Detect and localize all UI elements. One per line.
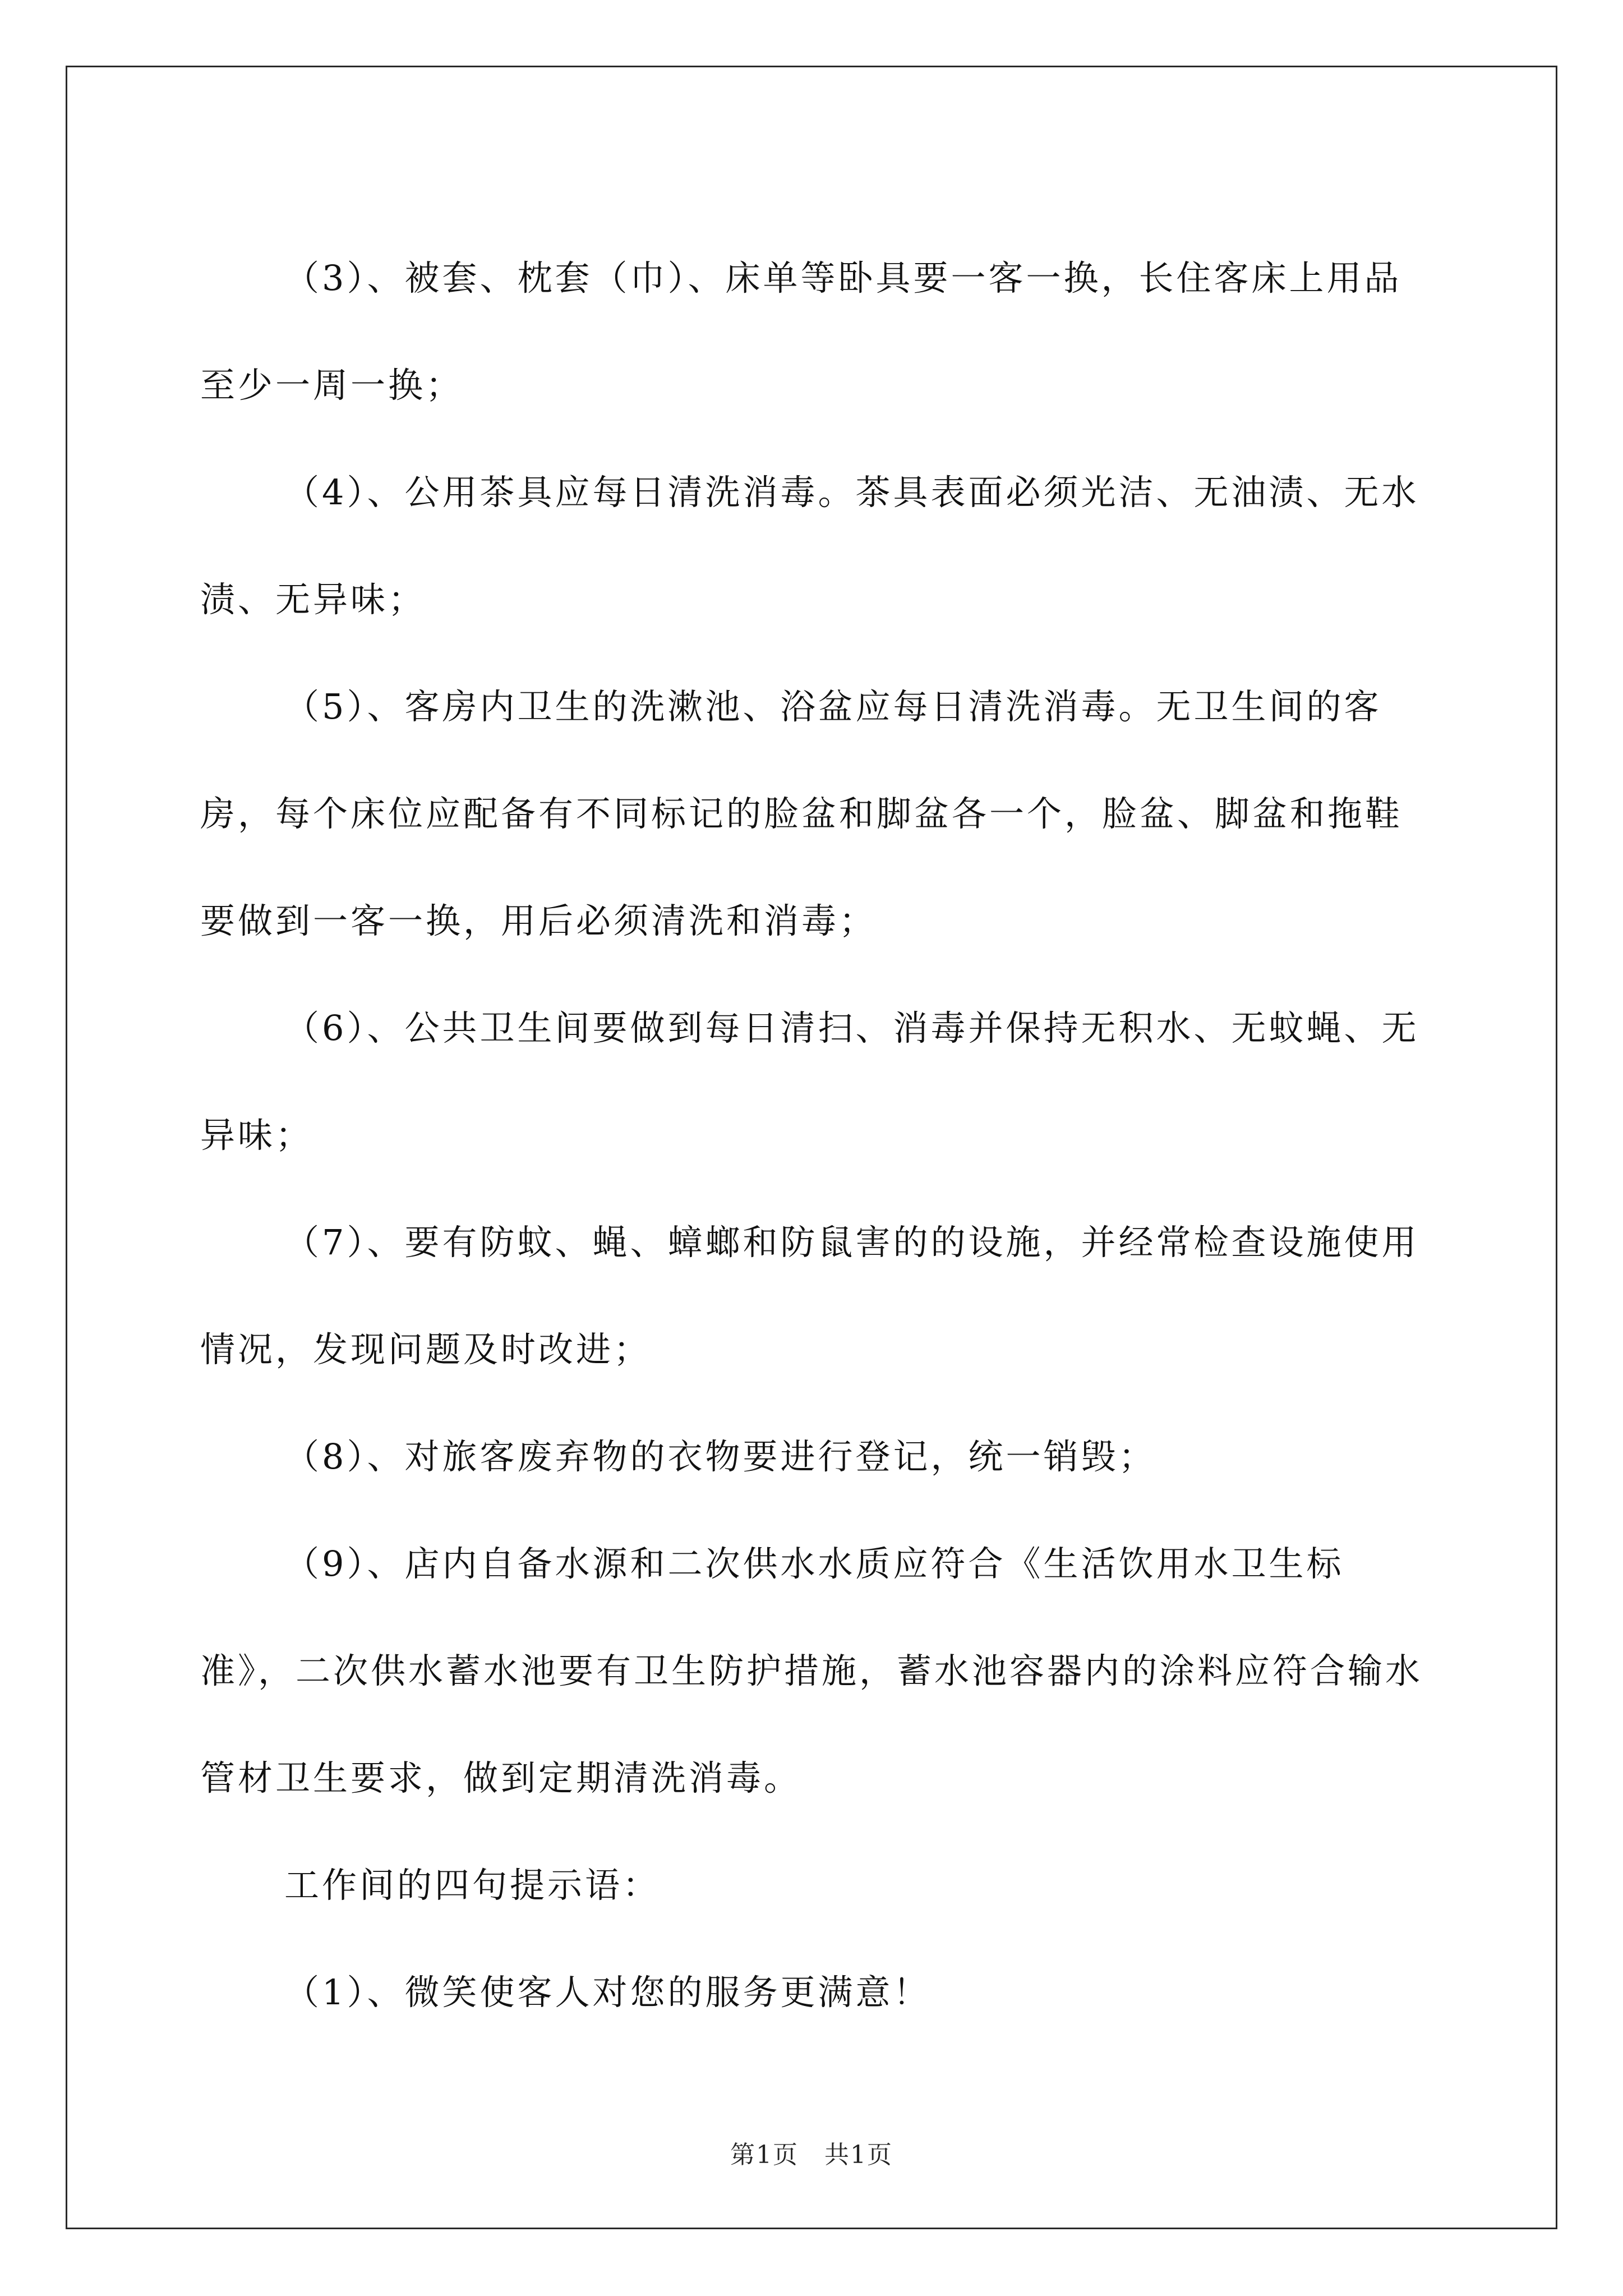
paragraph-item-6: （6）、公共卫生间要做到每日清扫、消毒并保持无积水、无蚊蝇、无异味； — [200, 1007, 1419, 1156]
tip-item-1: （1）、微笑使客人对您的服务更满意！ — [284, 1972, 931, 2013]
paragraph-item-8: （8）、对旅客废弃物的衣物要进行登记，统一销毁； — [284, 1436, 1156, 1477]
paragraph-item-7: （7）、要有防蚊、蝇、蟑螂和防鼠害的的设施，并经常检查设施使用情况，发现问题及时改进； — [200, 1222, 1419, 1370]
paragraph-item-3: （3）、被套、枕套（巾）、床单等卧具要一客一换，长住客床上用品至少一周一换； — [200, 257, 1402, 406]
paragraph-item-4: （4）、公用茶具应每日清洗消毒。茶具表面必须光洁、无油渍、无水渍、无异味； — [200, 472, 1419, 620]
paragraph-item-9: （9）、店内自备水源和二次供水水质应符合《生活饮用水卫生标准》，二次供水蓄水池要有卫生防护措施，蓄水池容器内的涂料应符合输水管材卫生要求，做到定期清洗消毒。 — [200, 1543, 1423, 1798]
paragraph-item-5: （5）、客房内卫生的洗漱池、浴盆应每日清洗消毒。无卫生间的客房，每个床位应配备有不同标记的脸盆和脚盆各一个，脸盆、脚盆和拖鞋要做到一客一换，用后必须清洗和消毒； — [200, 686, 1403, 941]
document-body — [200, 224, 1428, 2046]
section-heading-tips: 工作间的四句提示语： — [284, 1865, 661, 1906]
page-footer: 第1页 共1页 — [730, 2141, 893, 2169]
